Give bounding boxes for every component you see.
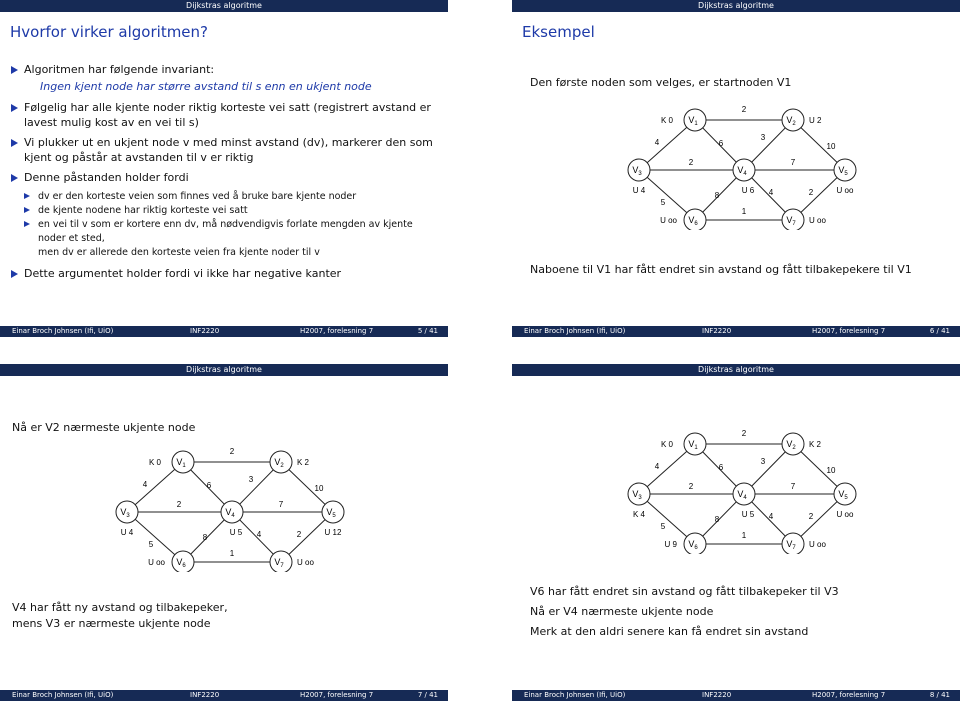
slide-intro: Nå er V2 nærmeste ukjente node bbox=[12, 421, 196, 434]
footer-page: 6 / 41 bbox=[929, 327, 950, 335]
footer-page: 7 / 41 bbox=[417, 691, 438, 699]
invariant-text: Ingen kjent node har større avstand til s enn en ukjent node bbox=[40, 80, 372, 93]
slide-footer bbox=[512, 690, 960, 701]
footer-page: 5 / 41 bbox=[417, 327, 438, 335]
slide-7 bbox=[0, 364, 448, 701]
edge-weight-v1-v2: 2 bbox=[229, 447, 235, 456]
edge-weight-v3-v4: 2 bbox=[688, 158, 694, 167]
node-status-v2: K 2 bbox=[809, 440, 822, 449]
edge-weight-v1-v4: 6 bbox=[718, 463, 724, 472]
node-v2 bbox=[782, 109, 804, 131]
node-label-v6: $V_6$ bbox=[688, 539, 698, 551]
footer-author: Einar Broch Johnsen (Ifi, UiO) bbox=[524, 327, 626, 335]
slide-title: Eksempel bbox=[522, 23, 595, 41]
node-v1 bbox=[684, 109, 706, 131]
edge-weight-v5-v7: 2 bbox=[808, 512, 814, 521]
node-status-v1: K 0 bbox=[148, 458, 161, 467]
edge-weight-v5-v7: 2 bbox=[296, 530, 302, 539]
graph-diagram bbox=[105, 442, 350, 572]
bullet-claim: Denne påstanden holder fordi bbox=[10, 170, 440, 185]
node-status-v6: U oo bbox=[148, 558, 165, 567]
node-label-v4: $V_4$ bbox=[737, 489, 747, 501]
graph-diagram bbox=[617, 100, 862, 230]
slide-5 bbox=[0, 0, 448, 337]
bullet-invariant: Algoritmen har følgende invariant: bbox=[10, 62, 440, 77]
edge-weight-v1-v3: 4 bbox=[654, 462, 660, 471]
slide-header: Dijkstras algoritme bbox=[0, 364, 448, 376]
node-status-v3: K 4 bbox=[632, 510, 646, 519]
slide-header: Dijkstras algoritme bbox=[512, 0, 960, 12]
edge-weight-v4-v5: 7 bbox=[278, 500, 284, 509]
edge-weight-v1-v3: 4 bbox=[654, 138, 660, 147]
node-label-v7: $V_7$ bbox=[786, 215, 796, 227]
footer-author: Einar Broch Johnsen (Ifi, UiO) bbox=[12, 327, 114, 335]
node-status-v6: U oo bbox=[660, 216, 677, 225]
node-label-v2: $V_2$ bbox=[274, 457, 284, 469]
edge-weight-v6-v7: 1 bbox=[229, 549, 235, 558]
node-label-v1: $V_1$ bbox=[688, 115, 698, 127]
edge-weight-v4-v7: 4 bbox=[768, 188, 774, 197]
edge-weight-v4-v7: 4 bbox=[256, 530, 262, 539]
slide-intro: Den første noden som velges, er startnoden V1 bbox=[530, 76, 792, 89]
slide-footer bbox=[0, 326, 448, 337]
slide-6 bbox=[512, 0, 960, 337]
edge-weight-v1-v4: 6 bbox=[718, 139, 724, 148]
node-status-v5: U oo bbox=[836, 510, 854, 519]
footer-date: H2007, forelesning 7 bbox=[812, 327, 886, 335]
node-status-v5: U oo bbox=[836, 186, 854, 195]
node-label-v7: $V_7$ bbox=[786, 539, 796, 551]
footer-date: H2007, forelesning 7 bbox=[300, 327, 374, 335]
node-label-v5: $V_5$ bbox=[838, 165, 848, 177]
node-v3 bbox=[116, 501, 138, 523]
slide-title: Hvorfor virker algoritmen? bbox=[10, 23, 209, 41]
node-label-v3: $V_3$ bbox=[120, 507, 130, 519]
footer-course: INF2220 bbox=[702, 691, 732, 699]
sub-bullet-3 bbox=[10, 218, 440, 260]
edge-weight-v4-v6: 8 bbox=[714, 515, 720, 524]
slide-outro-1: V6 har fått endret sin avstand og fått tilbakepeker til V3 bbox=[530, 585, 839, 598]
edge-weight-v4-v5: 7 bbox=[790, 158, 796, 167]
slide-8 bbox=[512, 364, 960, 701]
node-label-v5: $V_5$ bbox=[326, 507, 336, 519]
edge-weight-v3-v6: 5 bbox=[660, 198, 666, 207]
edge-weight-v1-v2: 2 bbox=[741, 105, 747, 114]
edge-weight-v1-v3: 4 bbox=[142, 480, 148, 489]
slide-footer bbox=[0, 690, 448, 701]
slide-outro-2: Nå er V4 nærmeste ukjente node bbox=[530, 605, 714, 618]
node-status-v4: U 6 bbox=[741, 186, 755, 195]
footer-date: H2007, forelesning 7 bbox=[300, 691, 374, 699]
node-v3 bbox=[628, 159, 650, 181]
footer-course: INF2220 bbox=[702, 327, 732, 335]
node-label-v6: $V_6$ bbox=[688, 215, 698, 227]
node-v3 bbox=[628, 483, 650, 505]
node-v1 bbox=[172, 451, 194, 473]
graph-diagram bbox=[617, 424, 862, 554]
edge-weight-v3-v6: 5 bbox=[660, 522, 666, 531]
bullet-negative-edges: Dette argumentet holder fordi vi ikke har negative kanter bbox=[10, 266, 440, 281]
node-label-v2: $V_2$ bbox=[786, 115, 796, 127]
edge-weight-v6-v7: 1 bbox=[741, 207, 747, 216]
node-label-v6: $V_6$ bbox=[176, 557, 186, 569]
node-label-v4: $V_4$ bbox=[225, 507, 235, 519]
footer-date: H2007, forelesning 7 bbox=[812, 691, 886, 699]
sub-bullet-3-a: en vei til v som er kortere enn dv, må nødvendigvis forlate mengden av kjente noder et sted, bbox=[38, 219, 413, 244]
footer-course: INF2220 bbox=[190, 691, 220, 699]
edge-weight-v2-v5: 10 bbox=[826, 142, 836, 151]
bullet-consequence: Følgelig har alle kjente noder riktig korteste vei satt (registrert avstand er lavest mulig kost av en vei til s) bbox=[10, 100, 440, 130]
edge-weight-v2-v4: 3 bbox=[760, 457, 766, 466]
footer-author: Einar Broch Johnsen (Ifi, UiO) bbox=[12, 691, 114, 699]
edge-weight-v2-v4: 3 bbox=[760, 133, 766, 142]
node-status-v6: U 9 bbox=[664, 540, 677, 549]
node-v5 bbox=[834, 483, 856, 505]
node-label-v1: $V_1$ bbox=[688, 439, 698, 451]
sub-bullet-1: dv er den korteste veien som finnes ved å bruke bare kjente noder bbox=[10, 190, 440, 204]
slide-outro: Naboene til V1 har fått endret sin avstand og fått tilbakepekere til V1 bbox=[530, 263, 912, 276]
edge-weight-v4-v7: 4 bbox=[768, 512, 774, 521]
edge-weight-v4-v5: 7 bbox=[790, 482, 796, 491]
node-status-v7: U oo bbox=[809, 540, 826, 549]
edge-weight-v3-v4: 2 bbox=[688, 482, 694, 491]
node-status-v5: U 12 bbox=[324, 528, 342, 537]
edge-weight-v2-v5: 10 bbox=[314, 484, 324, 493]
slide-outro-2: mens V3 er nærmeste ukjente node bbox=[12, 617, 211, 630]
edge-weight-v1-v4: 6 bbox=[206, 481, 212, 490]
node-status-v4: U 5 bbox=[741, 510, 755, 519]
node-v5 bbox=[834, 159, 856, 181]
node-v5 bbox=[322, 501, 344, 523]
edge-weight-v3-v4: 2 bbox=[176, 500, 182, 509]
node-label-v3: $V_3$ bbox=[632, 165, 642, 177]
edge-weight-v4-v6: 8 bbox=[714, 191, 720, 200]
node-status-v2: U 2 bbox=[809, 116, 822, 125]
node-status-v3: U 4 bbox=[120, 528, 134, 537]
node-status-v1: K 0 bbox=[660, 116, 673, 125]
node-status-v3: U 4 bbox=[632, 186, 646, 195]
edge-weight-v6-v7: 1 bbox=[741, 531, 747, 540]
node-label-v7: $V_7$ bbox=[274, 557, 284, 569]
edge-weight-v2-v4: 3 bbox=[248, 475, 254, 484]
slide-footer bbox=[512, 326, 960, 337]
slide-outro-3: Merk at den aldri senere kan få endret sin avstand bbox=[530, 625, 809, 638]
node-label-v4: $V_4$ bbox=[737, 165, 747, 177]
edge-weight-v1-v2: 2 bbox=[741, 429, 747, 438]
node-status-v4: U 5 bbox=[229, 528, 243, 537]
bullet-pick: Vi plukker ut en ukjent node v med minst avstand (dv), markerer den som kjent og påstår at avstanden til v er riktig bbox=[10, 135, 440, 165]
node-label-v3: $V_3$ bbox=[632, 489, 642, 501]
node-v1 bbox=[684, 433, 706, 455]
node-v2 bbox=[782, 433, 804, 455]
node-status-v7: U oo bbox=[297, 558, 314, 567]
edge-weight-v4-v6: 8 bbox=[202, 533, 208, 542]
node-v4 bbox=[733, 159, 755, 181]
slide-outro-1: V4 har fått ny avstand og tilbakepeker, bbox=[12, 601, 228, 614]
node-status-v1: K 0 bbox=[660, 440, 673, 449]
node-label-v5: $V_5$ bbox=[838, 489, 848, 501]
sub-bullet-2: de kjente nodene har riktig korteste vei satt bbox=[10, 204, 440, 218]
node-status-v2: K 2 bbox=[297, 458, 310, 467]
sub-bullet-3-b: men dv er allerede den korteste veien fra kjente noder til v bbox=[38, 247, 320, 258]
node-label-v1: $V_1$ bbox=[176, 457, 186, 469]
node-status-v7: U oo bbox=[809, 216, 826, 225]
node-v4 bbox=[733, 483, 755, 505]
slide-body bbox=[10, 62, 440, 286]
footer-page: 8 / 41 bbox=[929, 691, 950, 699]
edge-weight-v5-v7: 2 bbox=[808, 188, 814, 197]
footer-author: Einar Broch Johnsen (Ifi, UiO) bbox=[524, 691, 626, 699]
edge-weight-v3-v6: 5 bbox=[148, 540, 154, 549]
edge-weight-v2-v5: 10 bbox=[826, 466, 836, 475]
slide-header: Dijkstras algoritme bbox=[512, 364, 960, 376]
node-v2 bbox=[270, 451, 292, 473]
slide-header: Dijkstras algoritme bbox=[0, 0, 448, 12]
node-label-v2: $V_2$ bbox=[786, 439, 796, 451]
footer-course: INF2220 bbox=[190, 327, 220, 335]
node-v4 bbox=[221, 501, 243, 523]
